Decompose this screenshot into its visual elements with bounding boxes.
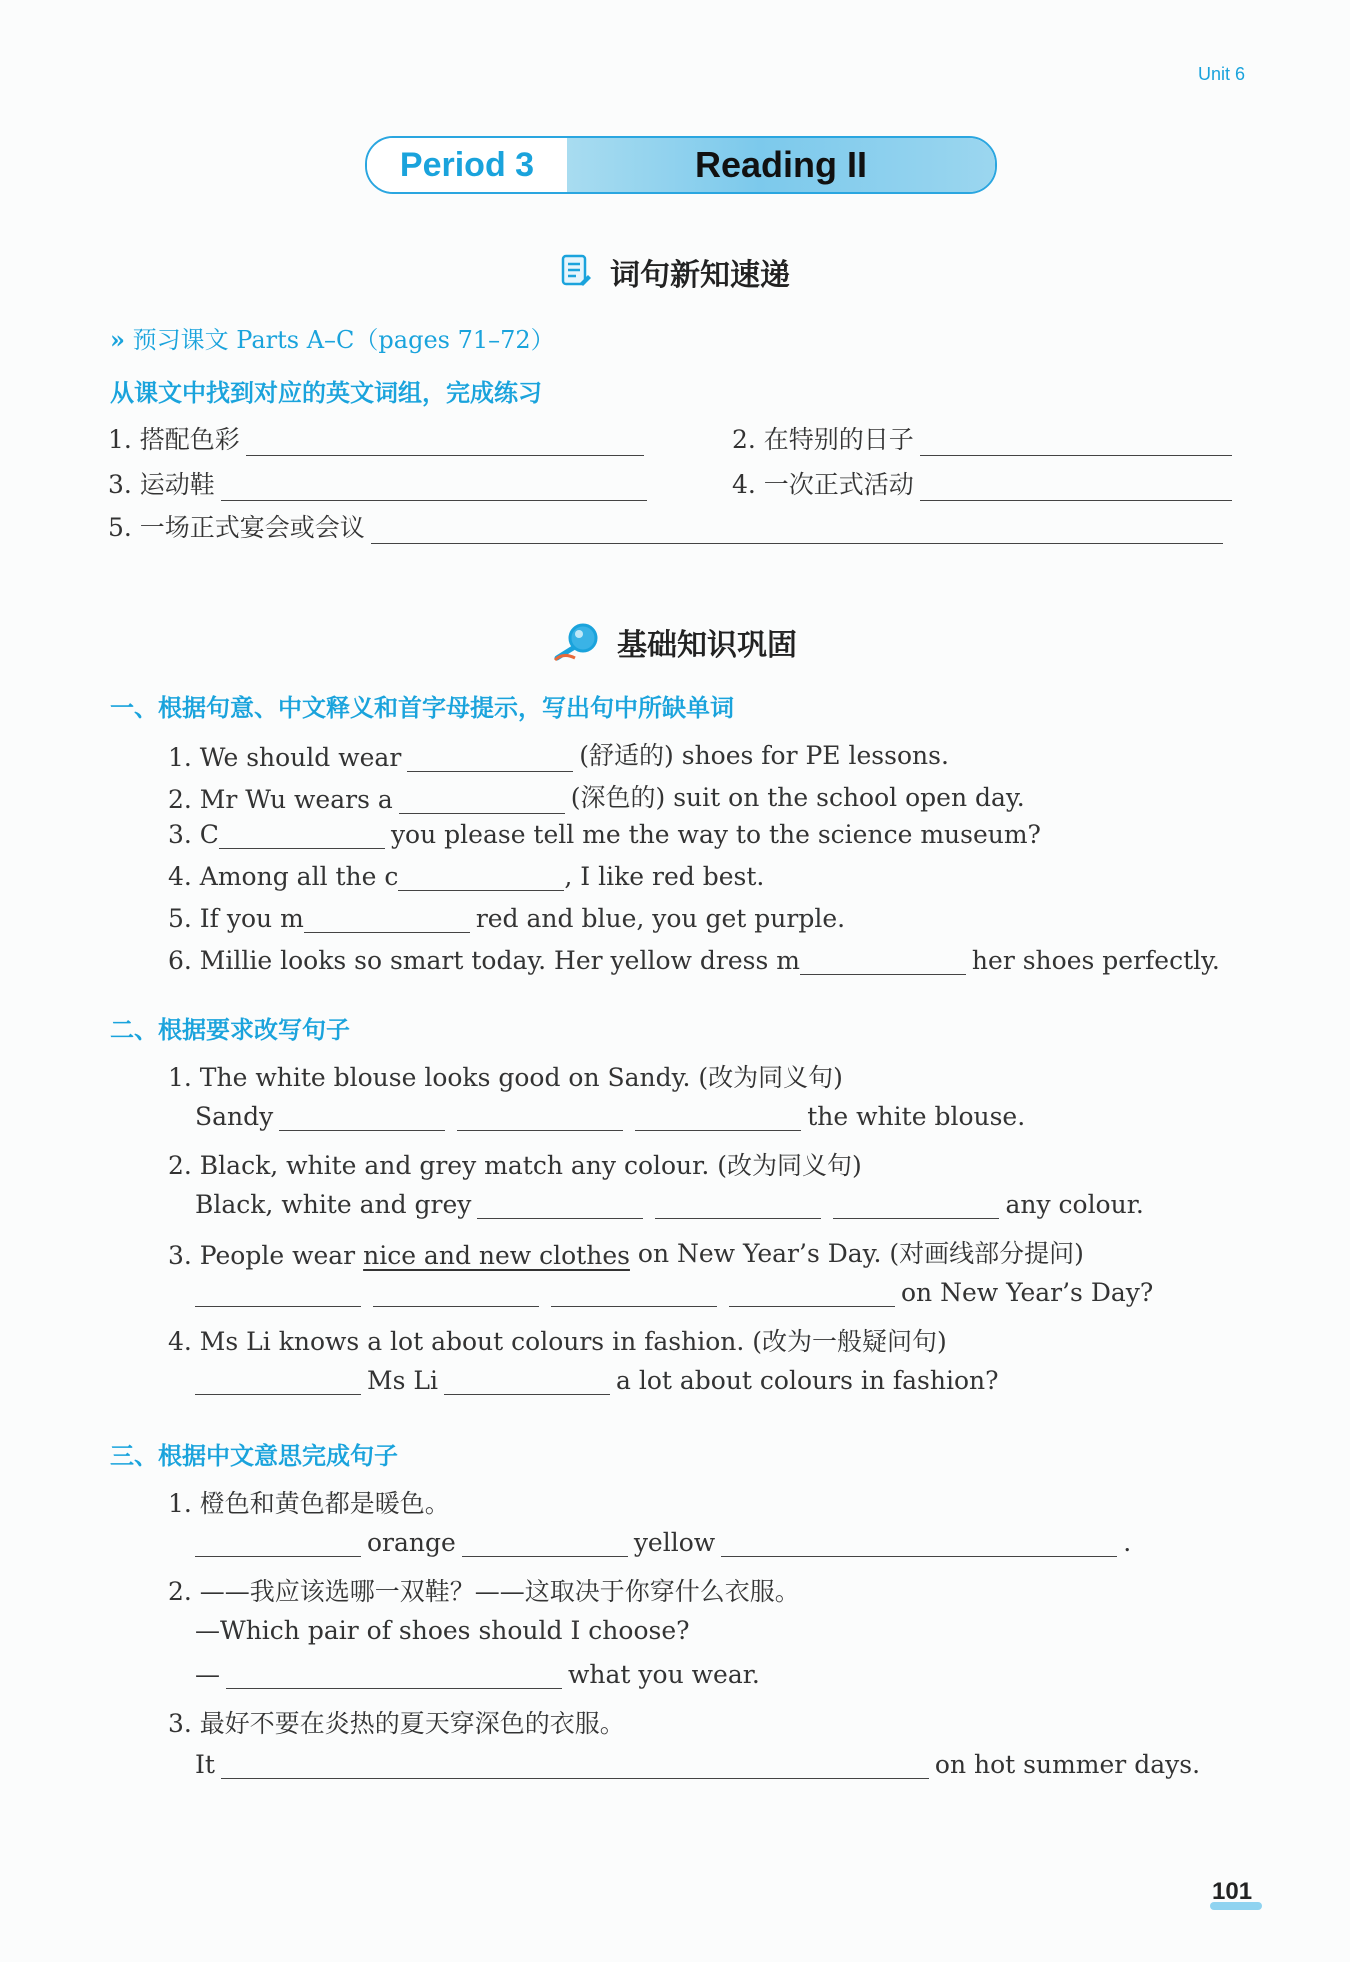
item-text: yellow [633,1528,716,1557]
underlined-phrase: nice and new clothes [363,1241,630,1270]
answer-blank[interactable] [635,1104,801,1131]
exercise-answer-line [195,1102,1025,1131]
item-text: you please tell me the way to the science museum? [390,820,1041,849]
exercise-item: 4. Ms Li knows a lot about colours in fashion. (改为一般疑问句) [168,1327,947,1356]
item-text: 2. Mr Wu wears a [168,785,393,814]
exercise-item [168,862,764,891]
notepad-icon [560,253,594,291]
item-text: , I like red best. [564,862,765,891]
answer-blank[interactable] [407,745,573,772]
preview-line [110,320,555,355]
answer-blank[interactable] [195,1368,361,1395]
answer-blank[interactable] [219,822,385,849]
answer-blank[interactable] [399,787,565,814]
answer-blank[interactable] [279,1104,445,1131]
answer-blank[interactable] [221,474,647,501]
answer-blank[interactable] [246,429,644,456]
answer-blank[interactable] [920,474,1232,501]
vocab-item [108,420,650,456]
answer-blank[interactable] [833,1192,999,1219]
answer-blank[interactable] [195,1280,361,1307]
item-text: 4. Among all the c [168,862,399,891]
unit-label: Unit 6 [1198,64,1246,84]
item-text: 1. 搭配色彩 [108,425,240,454]
exercise-answer-line [189,1278,1153,1307]
exercise-item [168,736,949,772]
instruction-line: 从课文中找到对应的英文词组，完成练习 [110,379,542,407]
answer-blank[interactable] [226,1662,562,1689]
item-text: 3. 运动鞋 [108,470,215,499]
answer-blank[interactable] [729,1280,895,1307]
item-text: . [1123,1528,1132,1557]
answer-blank[interactable] [477,1192,643,1219]
item-text: Sandy [195,1102,274,1131]
item-text: red and blue, you get purple. [475,904,846,933]
exercise-item [168,946,1220,975]
answer-blank[interactable] [920,429,1232,456]
answer-blank[interactable] [221,1752,929,1779]
item-text: her shoes perfectly. [971,946,1220,975]
exercise-item: 3. 最好不要在炎热的夏天穿深色的衣服。 [168,1709,625,1738]
answer-blank[interactable] [462,1530,628,1557]
item-text: a lot about colours in fashion? [615,1366,999,1395]
magnifier-icon [553,622,601,662]
double-chevron-icon: » [110,325,125,354]
item-text: (深色的) suit on the school open day. [570,783,1025,812]
exercise-item [168,1234,1084,1270]
section-heading-basics [0,620,1350,664]
answer-blank[interactable] [444,1368,610,1395]
answer-blank[interactable] [457,1104,623,1131]
exercise-dialogue-line: —Which pair of shoes should I choose? [195,1616,690,1645]
answer-blank[interactable] [551,1280,717,1307]
exercise-item: 1. The white blouse looks good on Sandy. (改为同义句) [168,1063,843,1092]
exercise-answer-line [195,1190,1144,1219]
section-title: 词句新知速递 [610,258,790,293]
part1-heading: 一、根据句意、中文释义和首字母提示，写出句中所缺单词 [110,694,734,722]
part3-heading: 三、根据中文意思完成句子 [110,1442,398,1470]
answer-blank[interactable] [398,864,564,891]
item-text: 5. If you m [168,904,304,933]
item-text: on New Year’s Day. (对画线部分提问) [637,1239,1084,1268]
vocab-item [732,465,1238,501]
item-text: on hot summer days. [934,1750,1201,1779]
lesson-title-banner [365,136,997,194]
period-label: Period 3 [367,138,567,192]
item-text: any colour. [1005,1190,1144,1219]
item-text: (舒适的) shoes for PE lessons. [579,741,949,770]
exercise-answer-line [189,1528,1131,1557]
item-text: It [195,1750,215,1779]
answer-blank[interactable] [304,906,470,933]
item-text: 4. 一次正式活动 [732,470,914,499]
preview-text: 预习课文 Parts A–C（pages 71–72） [132,326,555,354]
item-text: 3. C [168,820,219,849]
answer-blank[interactable] [373,1280,539,1307]
exercise-item: 1. 橙色和黄色都是暖色。 [168,1489,450,1518]
part2-heading: 二、根据要求改写句子 [110,1016,350,1044]
vocab-item [108,508,1229,544]
answer-blank[interactable] [655,1192,821,1219]
answer-blank[interactable] [721,1530,1117,1557]
item-text: 6. Millie looks so smart today. Her yellow dress m [168,946,800,975]
item-text: what you wear. [568,1660,760,1689]
section-heading-vocab [0,250,1350,294]
exercise-item [168,904,845,933]
item-text: 5. 一场正式宴会或会议 [108,513,365,542]
item-text: Ms Li [367,1366,438,1395]
exercise-item: 2. Black, white and grey match any colour. (改为同义句) [168,1151,862,1180]
item-text: on New Year’s Day? [901,1278,1154,1307]
exercise-item [168,820,1041,849]
exercise-answer-line [195,1750,1200,1779]
item-text: 3. People wear [168,1241,356,1270]
exercise-answer-line [189,1366,999,1395]
page-number: 101 [1212,1878,1253,1905]
exercise-item [168,778,1025,814]
answer-blank[interactable] [371,517,1223,544]
item-text: Black, white and grey [195,1190,472,1219]
reading-label: Reading II [567,138,995,192]
item-text: the white blouse. [807,1102,1026,1131]
answer-blank[interactable] [800,948,966,975]
answer-blank[interactable] [195,1530,361,1557]
item-text: 2. 在特别的日子 [732,425,914,454]
exercise-answer-line [195,1660,760,1689]
item-text: 1. We should wear [168,743,402,772]
vocab-item [108,465,653,501]
item-text: — [195,1660,220,1689]
exercise-item: 2. ——我应该选哪一双鞋？——这取决于你穿什么衣服。 [168,1577,800,1606]
vocab-item [732,420,1238,456]
section-title: 基础知识巩固 [617,628,797,663]
item-text: orange [367,1528,456,1557]
